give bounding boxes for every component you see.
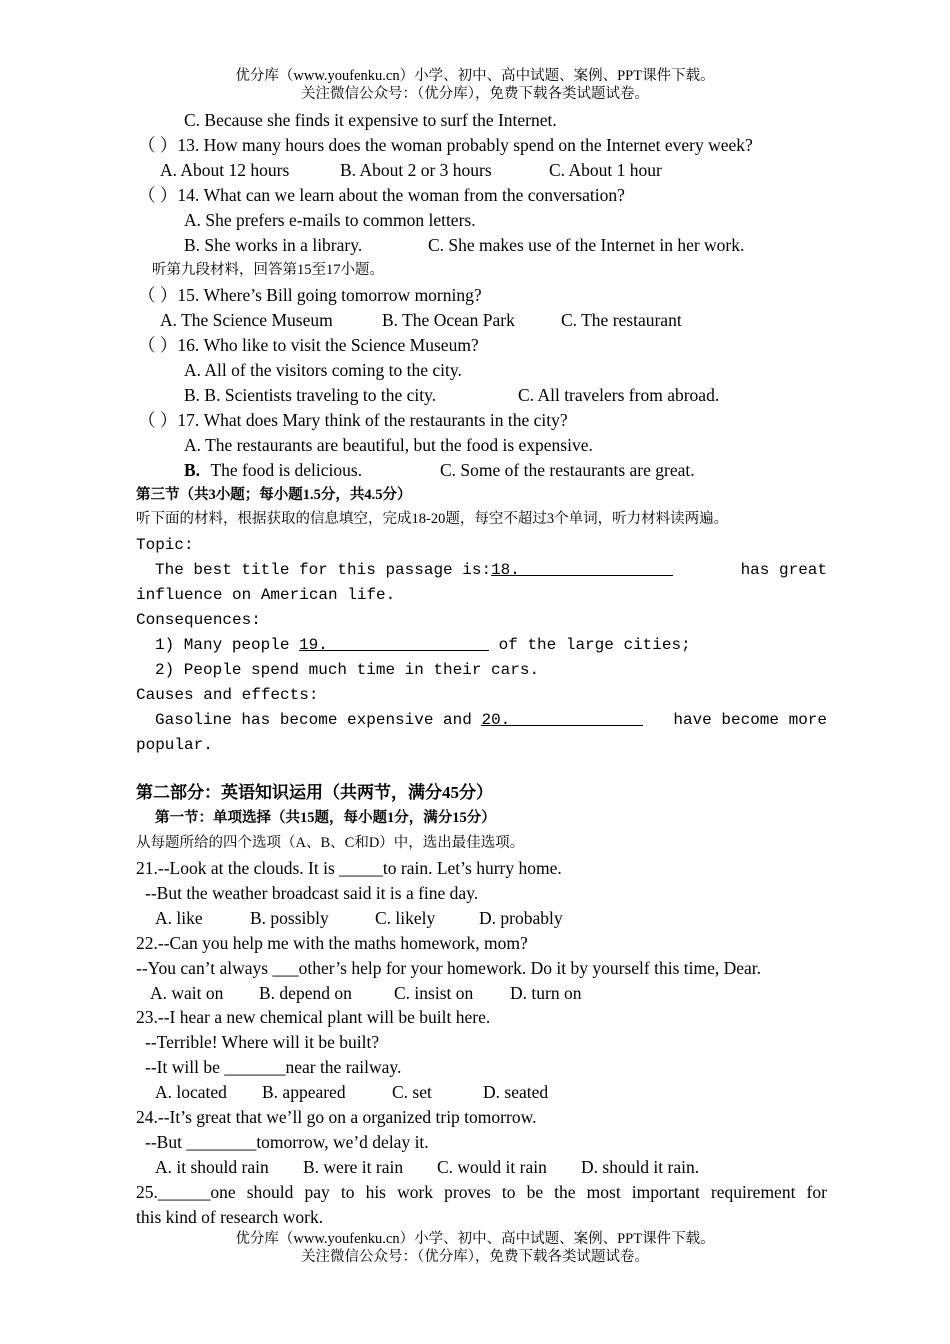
q13-stem: （ ）13. How many hours does the woman probably spend on the Internet every week? — [138, 135, 753, 155]
q12-option-c: C. Because she finds it expensive to surf the Internet. — [184, 110, 557, 130]
q17-stem: （ ）17. What does Mary think of the restaurants in the city? — [138, 410, 568, 430]
q15-stem: （ ）15. Where’s Bill going tomorrow morning? — [138, 285, 482, 305]
consequence-1-prefix: 1) Many people — [155, 636, 290, 654]
q13-option-a: A. About 12 hours — [160, 160, 290, 180]
page-header-line2: 关注微信公众号：（优分库），免费下载各类试题试卷。 — [301, 86, 649, 102]
blank-20-number: 20. — [481, 711, 511, 729]
q25-word: to — [501, 1182, 516, 1202]
q22-option-c: C. insist on — [394, 983, 474, 1003]
page-header-line1: 优分库（www.youfenku.cn）小学、初中、高中试题、案例、PPT课件下载。 — [235, 68, 715, 84]
q21-option-a: A. like — [155, 908, 203, 928]
q25-word: for — [806, 1182, 827, 1202]
q17-option-b-letter: B. — [184, 460, 201, 480]
q23-line3: --It will be _______near the railway. — [145, 1057, 402, 1077]
q23-option-a: A. located — [155, 1082, 227, 1102]
q14-stem: （ ）14. What can we learn about the woman from the conversation? — [138, 185, 625, 205]
blank-18[interactable] — [491, 559, 673, 579]
consequence-2: 2) People spend much time in their cars. — [155, 661, 540, 679]
topic-label: Topic: — [136, 536, 194, 554]
causes-label: Causes and effects: — [136, 686, 319, 704]
causes-line — [155, 709, 827, 731]
q13-option-c: C. About 1 hour — [549, 160, 662, 180]
q14-option-c: C. She makes use of the Internet in her work. — [428, 235, 745, 255]
q21-line1: 21.--Look at the clouds. It is _____to rain. Let’s hurry home. — [136, 858, 562, 878]
q23-option-d: D. seated — [483, 1082, 549, 1102]
q24-line1: 24.--It’s great that we’ll go on a organized trip tomorrow. — [136, 1107, 537, 1127]
topic-line — [155, 559, 827, 581]
q17-option-b — [184, 459, 362, 481]
q22-option-d: D. turn on — [510, 983, 582, 1003]
q25-line2: this kind of research work. — [136, 1207, 324, 1227]
q23-option-b: B. appeared — [262, 1082, 346, 1102]
q25-word: the — [554, 1182, 576, 1202]
q23-line1: 23.--I hear a new chemical plant will be built here. — [136, 1007, 491, 1027]
q25-word: pay — [304, 1182, 330, 1202]
q14-option-a: A. She prefers e-mails to common letters. — [184, 210, 476, 230]
topic-continuation: influence on American life. — [136, 586, 396, 604]
q17-option-b-text: The food is delicious. — [210, 460, 363, 480]
q16-stem: （ ）16. Who like to visit the Science Museum? — [138, 335, 479, 355]
causes-suffix: have become more — [673, 711, 827, 729]
q25-word: most — [586, 1182, 621, 1202]
blank-20[interactable] — [481, 709, 643, 729]
q14-option-b: B. She works in a library. — [184, 235, 363, 255]
blank-18-number: 18. — [491, 561, 520, 579]
part3-heading: 第三节（共3小题；每小题1.5分，共4.5分） — [136, 487, 412, 503]
q15-option-a: A. The Science Museum — [160, 310, 333, 330]
q25-word: 25.______one — [136, 1182, 236, 1202]
blank-19[interactable] — [299, 634, 489, 654]
causes-continuation: popular. — [136, 736, 213, 754]
topic-prefix: The best title for this passage is: — [155, 561, 492, 579]
q25-line1 — [136, 1181, 827, 1203]
q23-line2: --Terrible! Where will it be built? — [145, 1032, 380, 1052]
q25-word: to — [340, 1182, 355, 1202]
q17-option-a: A. The restaurants are beautiful, but the food is expensive. — [184, 435, 593, 455]
q24-option-d: D. should it rain. — [581, 1157, 700, 1177]
part2-instruction: 从每题所给的四个选项（A、B、C和D）中，选出最佳选项。 — [136, 835, 525, 851]
q21-option-d: D. probably — [479, 908, 563, 928]
q24-option-b: B. were it rain — [303, 1157, 404, 1177]
q25-word: proves — [444, 1182, 491, 1202]
q21-line2: --But the weather broadcast said it is a fine day. — [145, 883, 479, 903]
q25-word: important — [631, 1182, 700, 1202]
page-footer-line2: 关注微信公众号：（优分库），免费下载各类试题试卷。 — [301, 1249, 649, 1265]
q13-option-b: B. About 2 or 3 hours — [340, 160, 492, 180]
q23-option-c: C. set — [392, 1082, 432, 1102]
q24-line2: --But ________tomorrow, we’d delay it. — [145, 1132, 429, 1152]
consequence-1 — [155, 634, 691, 656]
q15-option-c: C. The restaurant — [561, 310, 682, 330]
q16-option-b: B. B. Scientists traveling to the city. — [184, 385, 437, 405]
q22-option-a: A. wait on — [150, 983, 224, 1003]
q17-option-c: C. Some of the restaurants are great. — [440, 460, 695, 480]
q25-word: requirement — [710, 1182, 796, 1202]
q22-line1: 22.--Can you help me with the maths homework, mom? — [136, 933, 528, 953]
q16-option-c: C. All travelers from abroad. — [518, 385, 720, 405]
q25-word: should — [246, 1182, 294, 1202]
q15-option-b: B. The Ocean Park — [382, 310, 515, 330]
part3-instruction: 听下面的材料，根据获取的信息填空，完成18-20题，每空不超过3个单词，听力材料读两遍。 — [136, 511, 729, 527]
consequence-1-suffix: of the large cities; — [498, 636, 691, 654]
q24-option-a: A. it should rain — [155, 1157, 269, 1177]
causes-prefix: Gasoline has become expensive and — [155, 711, 472, 729]
q16-option-a: A. All of the visitors coming to the city. — [184, 360, 462, 380]
q24-option-c: C. would it rain — [437, 1157, 547, 1177]
q21-option-c: C. likely — [375, 908, 436, 928]
q21-option-b: B. possibly — [250, 908, 329, 928]
q25-word: be — [526, 1182, 544, 1202]
topic-suffix: has great — [740, 561, 827, 579]
q22-option-b: B. depend on — [259, 983, 352, 1003]
q25-word: his — [365, 1182, 386, 1202]
section9-instruction: 听第九段材料，回答第15至17小题。 — [152, 262, 384, 278]
blank-19-number: 19. — [299, 636, 328, 654]
part2-heading: 第二部分：英语知识运用（共两节，满分45分） — [136, 783, 493, 802]
part2-subheading: 第一节：单项选择（共15题，每小题1分，满分15分） — [155, 810, 496, 826]
q25-word: work — [397, 1182, 434, 1202]
consequences-label: Consequences: — [136, 611, 261, 629]
page-footer-line1: 优分库（www.youfenku.cn）小学、初中、高中试题、案例、PPT课件下载。 — [235, 1231, 715, 1247]
q22-line2: --You can’t always ___other’s help for your homework. Do it by yourself this time, Dear. — [136, 958, 762, 978]
